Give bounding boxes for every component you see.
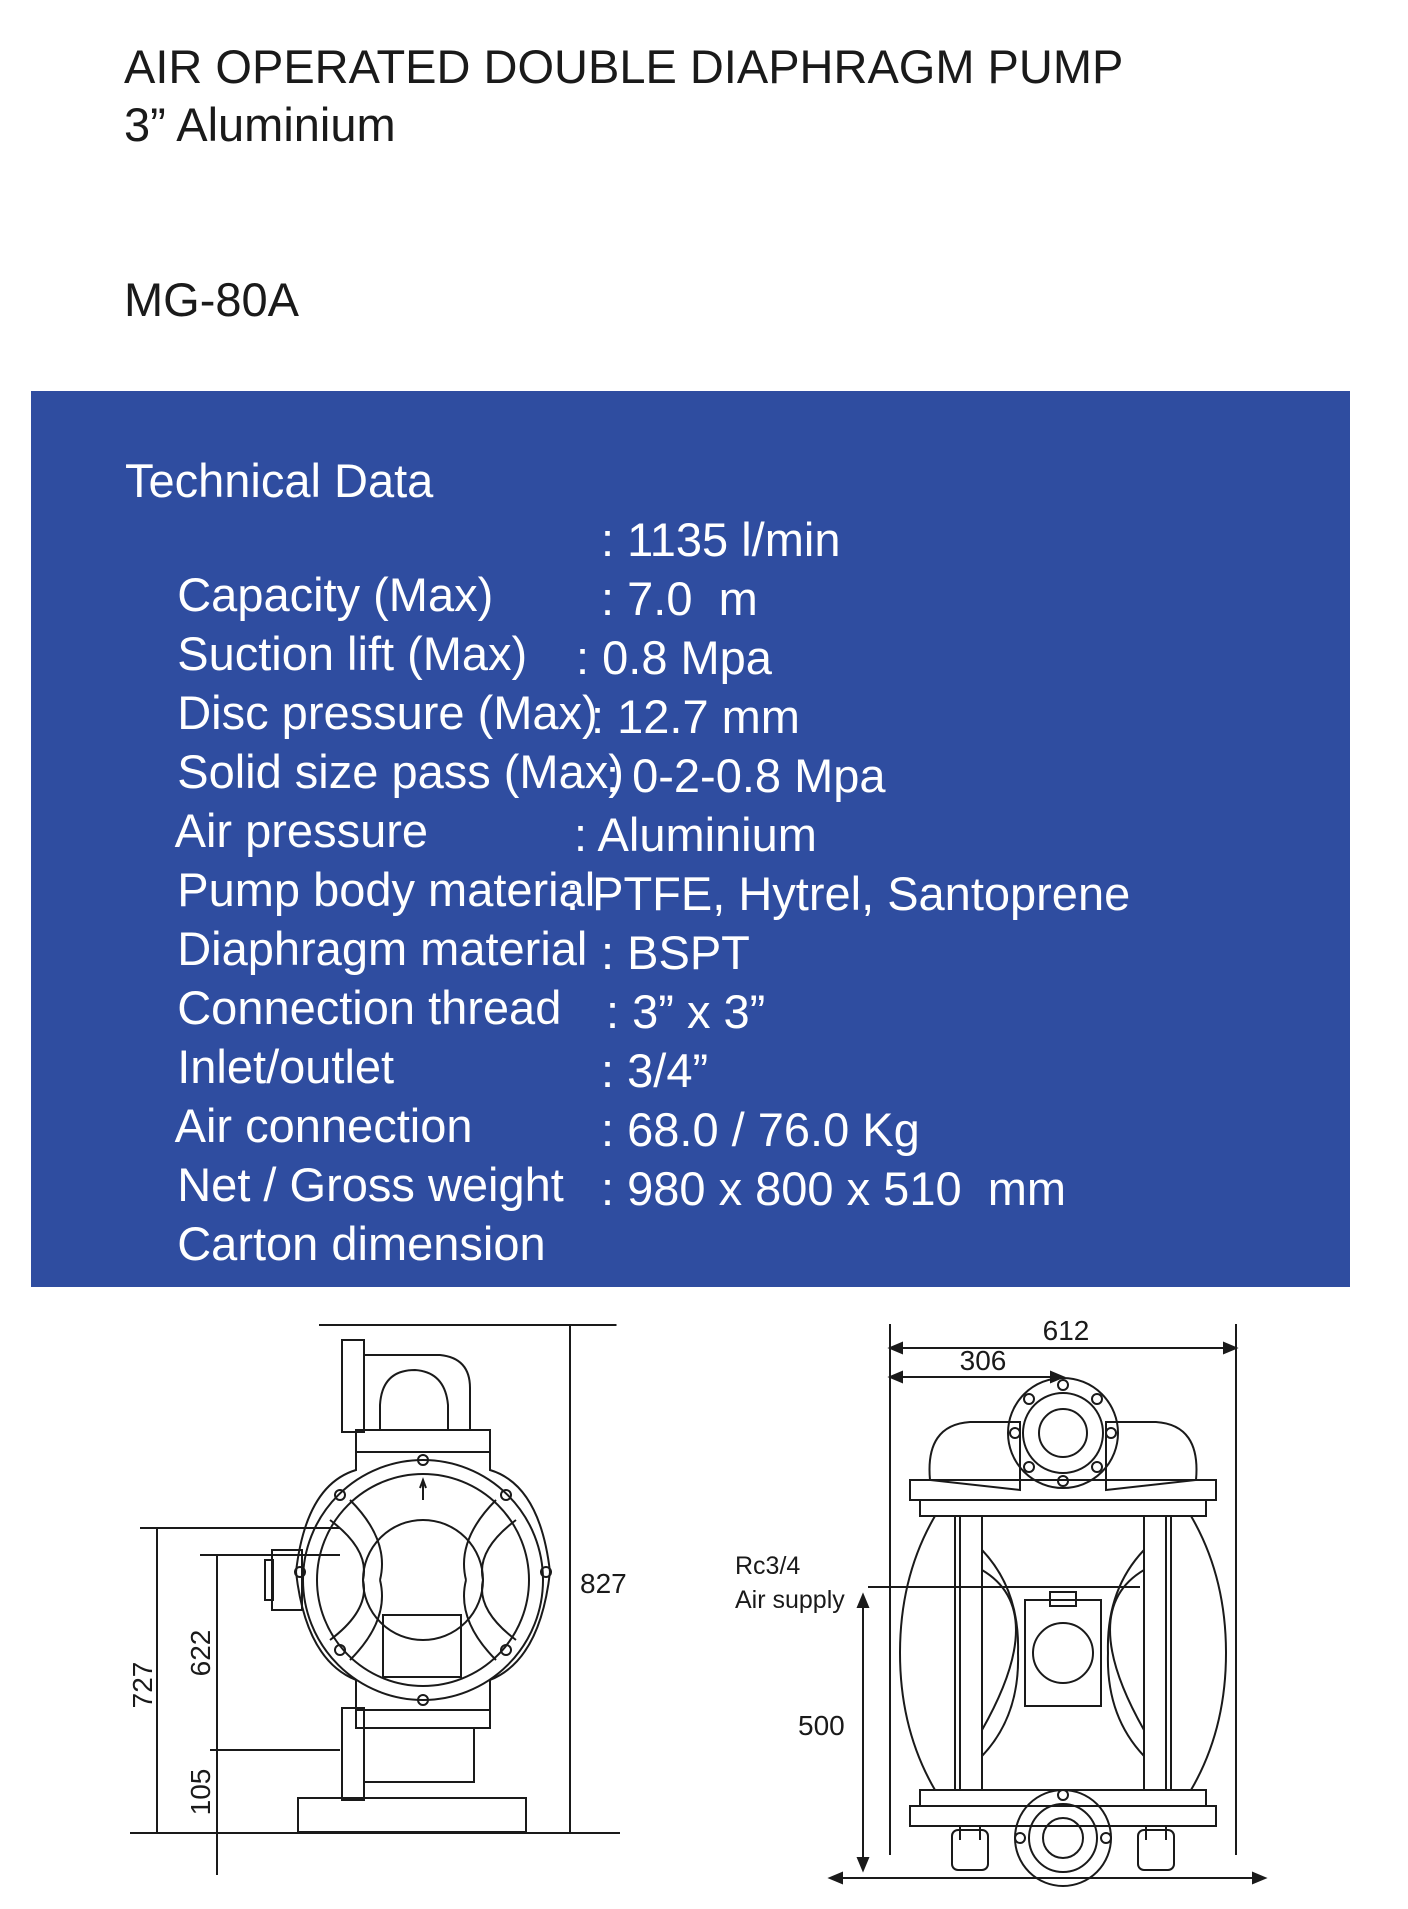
spec-value: : 980 x 800 x 510 mm bbox=[601, 1162, 1067, 1215]
pump-front-view-drawing bbox=[720, 1310, 1280, 1890]
spec-label: Solid size pass (Max) bbox=[177, 745, 624, 798]
model-number: MG-80A bbox=[124, 273, 299, 326]
dim-overall-height: 827 bbox=[580, 1568, 627, 1599]
spec-value: : 3” x 3” bbox=[606, 985, 766, 1038]
spec-label: Capacity (Max) bbox=[177, 568, 494, 621]
spec-label: Inlet/outlet bbox=[177, 1040, 395, 1093]
spec-label: Diaphragm material bbox=[177, 922, 588, 975]
spec-row-body-material bbox=[125, 807, 817, 916]
dim-base-height: 105 bbox=[185, 1768, 216, 1816]
spec-value: : 7.0 m bbox=[601, 572, 758, 625]
spec-value: : 12.7 mm bbox=[591, 690, 800, 743]
title-line-1: AIR OPERATED DOUBLE DIAPHRAGM PUMP bbox=[124, 40, 1124, 93]
dim-half-width: 306 bbox=[959, 1345, 1007, 1376]
spec-value: : BSPT bbox=[601, 926, 750, 979]
spec-label: Net / Gross weight bbox=[177, 1158, 564, 1211]
spec-value: : 0.8 Mpa bbox=[576, 631, 772, 684]
dim-total-width: 612 bbox=[1042, 1315, 1090, 1346]
spec-value: : 68.0 / 76.0 Kg bbox=[601, 1103, 920, 1156]
air-supply-label: Air supply bbox=[735, 1586, 845, 1614]
spec-label: Air connection bbox=[174, 1099, 473, 1152]
technical-data-heading: Technical Data bbox=[125, 454, 434, 507]
spec-label: Connection thread bbox=[177, 981, 562, 1034]
dim-total-height: 727 bbox=[127, 1661, 158, 1709]
spec-label: Disc pressure (Max) bbox=[177, 686, 598, 739]
spec-label: Suction lift (Max) bbox=[177, 627, 528, 680]
technical-data-panel bbox=[31, 391, 1350, 1287]
spec-row-air-connection bbox=[125, 1043, 709, 1152]
spec-label: Carton dimension bbox=[177, 1217, 546, 1270]
title-line-2: 3” Aluminium bbox=[124, 98, 396, 151]
spec-value: : PTFE, Hytrel, Santoprene bbox=[566, 867, 1131, 920]
spec-value: : 1135 l/min bbox=[601, 513, 841, 566]
spec-value: : Aluminium bbox=[574, 808, 817, 861]
air-supply-thread-label: Rc3/4 bbox=[735, 1552, 801, 1580]
pump-side-view-drawing bbox=[110, 1310, 650, 1890]
document-title bbox=[124, 38, 1123, 154]
spec-row-carton-dimension bbox=[125, 1161, 1067, 1270]
spec-label: Pump body material bbox=[177, 863, 596, 916]
spec-label: Air pressure bbox=[174, 804, 428, 857]
dim-inlet-height: 622 bbox=[185, 1629, 216, 1677]
dim-air-height: 500 bbox=[798, 1710, 845, 1741]
spec-value: : 3/4” bbox=[601, 1044, 709, 1097]
spec-value: : 0-2-0.8 Mpa bbox=[606, 749, 886, 802]
